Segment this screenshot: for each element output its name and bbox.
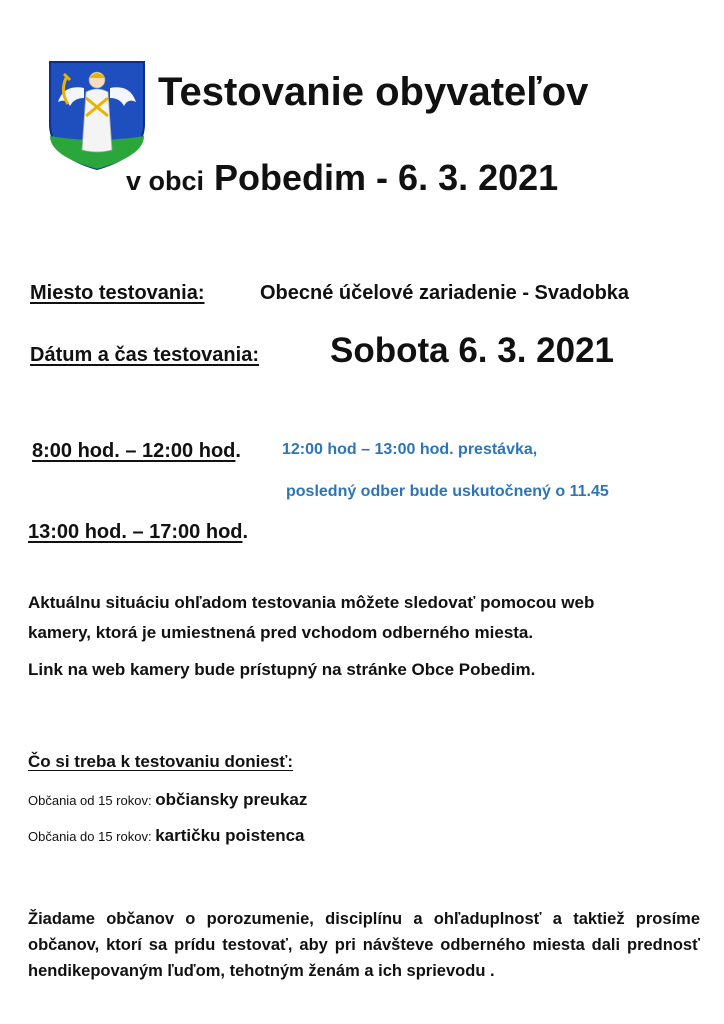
coat-of-arms-icon <box>46 58 148 172</box>
requirement-what: občiansky preukaz <box>155 790 308 809</box>
info-line: kamery, ktorá je umiestnená pred vchodom odberného miesta. <box>28 623 534 642</box>
time-slot-morning <box>32 440 241 463</box>
requirement-who: Občania do 15 rokov: <box>28 829 156 844</box>
page-title: Testovanie obyvateľov <box>158 70 589 114</box>
time-slot-afternoon-text: 13:00 hod. – 17:00 hod <box>28 521 243 543</box>
subtitle-prefix: v obci <box>126 166 205 196</box>
requirement-item <box>28 826 304 846</box>
page-subtitle <box>126 157 558 199</box>
time-slot-afternoon <box>28 521 248 544</box>
break-note-line1: 12:00 hod – 13:00 hod. prestávka, <box>282 441 538 458</box>
requirement-what: kartičku poistenca <box>155 826 305 845</box>
date-label: Dátum a čas testovania: <box>30 344 259 366</box>
time-slot-afternoon-suffix: . <box>242 521 249 543</box>
requirement-who: Občania od 15 rokov: <box>28 793 156 808</box>
time-slot-morning-text: 8:00 hod. – 12:00 hod <box>32 440 236 462</box>
time-slot-morning-suffix: . <box>235 440 241 462</box>
requirements-heading: Čo si treba k testovaniu doniesť: <box>28 752 294 771</box>
subtitle-main: Pobedim - 6. 3. 2021 <box>204 157 559 198</box>
info-line: Aktuálnu situáciu ohľadom testovania môžete sledovať pomocou web <box>28 593 595 612</box>
appeal-paragraph: Žiadame občanov o porozumenie, disciplínu a ohľaduplnosť a taktiež prosíme občanov, ktorí sa prídu testovať, aby pri návšteve odberného miesta dali prednosť hendikepovaným ľuďom, tehotným ženám a ich sprievodu . <box>28 910 700 980</box>
break-note-line2: posledný odber bude uskutočnený o 11.45 <box>286 483 609 500</box>
date-value: Sobota 6. 3. 2021 <box>330 331 615 370</box>
info-line: Link na web kamery bude prístupný na stránke Obce Pobedim. <box>28 660 536 679</box>
requirement-item <box>28 790 307 810</box>
place-value: Obecné účelové zariadenie - Svadobka <box>260 282 630 304</box>
place-label: Miesto testovania: <box>30 282 205 304</box>
